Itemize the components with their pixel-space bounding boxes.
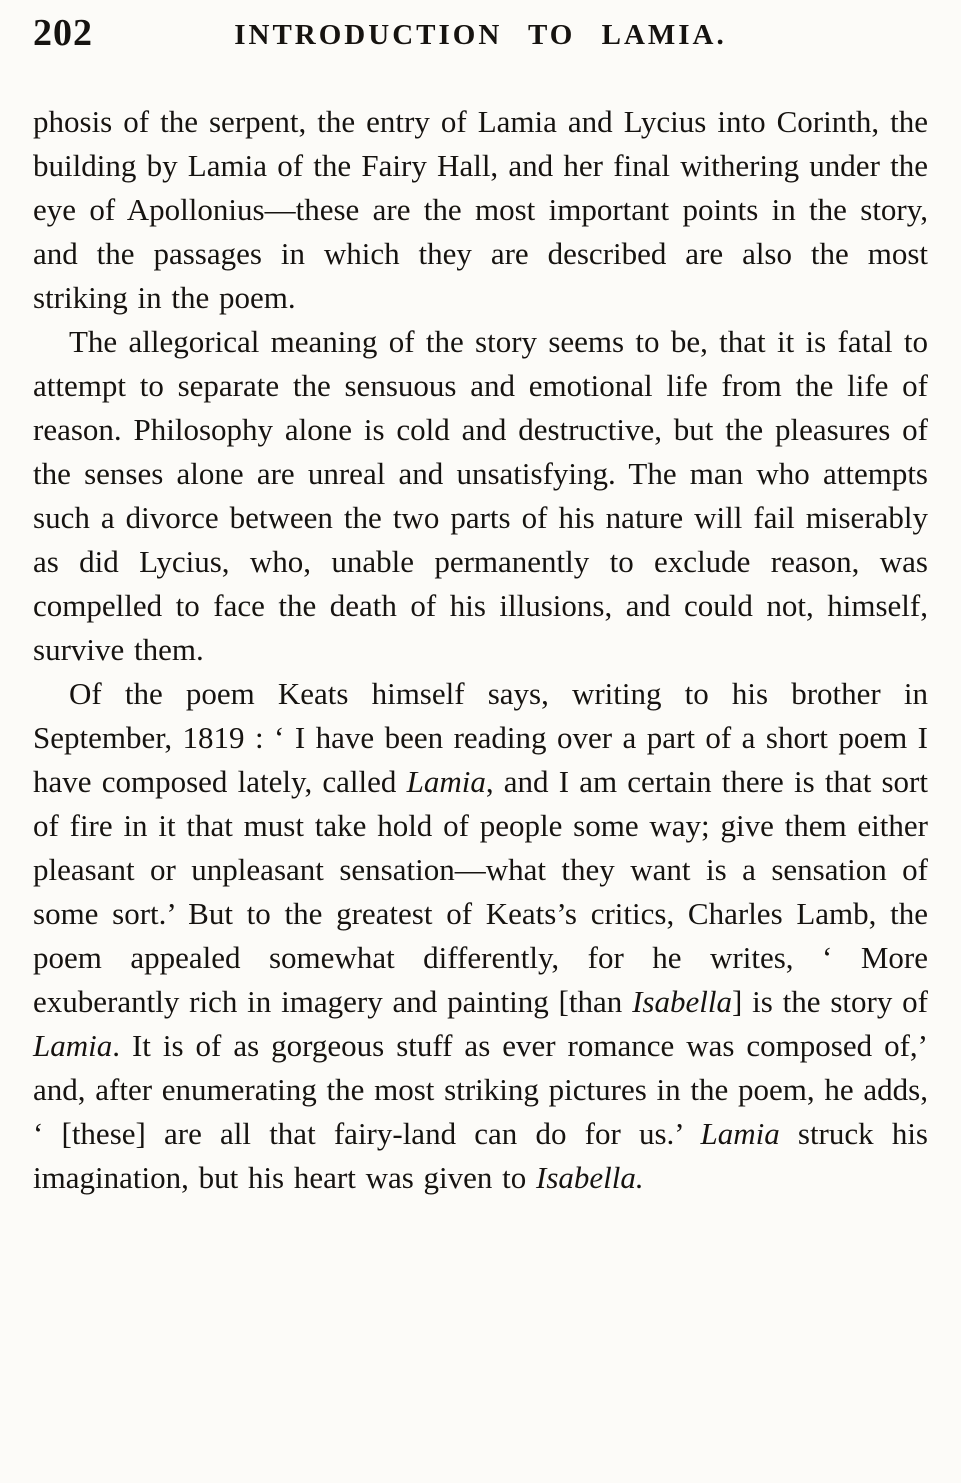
paragraph <box>33 672 928 1200</box>
text-segment-italic: Isabella <box>632 984 732 1019</box>
page-header <box>33 12 928 70</box>
text-segment: struck his imagination, but his heart was given to <box>33 1116 928 1195</box>
text-segment: Of the poem Keats himself says, writing to his brother in September, 1819 : ‘ I have been reading over a part of a short poem I have composed lately, called <box>33 676 928 799</box>
text-segment: ] is the story of <box>731 984 928 1019</box>
text-segment: . It is of as gorgeous stuff as ever romance was composed of,’ and, after enumerating the most striking pictures in the poem, he adds, ‘ [these] are all that fairy-land can do for us.’ <box>33 1028 928 1151</box>
text-segment-italic: Lamia <box>33 1028 113 1063</box>
page-number: 202 <box>33 12 93 54</box>
paragraph <box>33 320 928 672</box>
running-title: INTRODUCTION TO LAMIA. <box>234 19 727 51</box>
text-segment: , and I am certain there is that sort of fire in it that must take hold of people some way; give them either pleasant or unpleasant sensation—what they want is a sensation of some sort.’ But to the greatest of Keats’s critics, Charles Lamb, the poem appealed somewhat differently, for he writes, ‘ More exuberantly rich in imagery and painting [than <box>33 764 928 1019</box>
text-segment-italic: Lamia <box>406 764 486 799</box>
text-segment: The allegorical meaning of the story seems to be, that it is fatal to attempt to separate the sensuous and emotional life from the life of reason. Philosophy alone is cold and destructive, but the pleasures of the senses alone are unreal and unsatisfying. The man who attempts such a divorce between the two parts of his nature will fail miserably as did Lycius, who, unable permanently to exclude reason, was compelled to face the death of his illusions, and could not, himself, survive them. <box>33 324 928 667</box>
page-body <box>33 100 928 1200</box>
text-segment-italic: Isabella. <box>536 1160 644 1195</box>
text-segment: phosis of the serpent, the entry of Lamia and Lycius into Corinth, the building by Lamia of the Fairy Hall, and her final withering under the eye of Apollonius—these are the most important points in the story, and the passages in which they are described are also the most striking in the poem. <box>33 104 928 315</box>
text-segment-italic: Lamia <box>700 1116 780 1151</box>
paragraph <box>33 100 928 320</box>
